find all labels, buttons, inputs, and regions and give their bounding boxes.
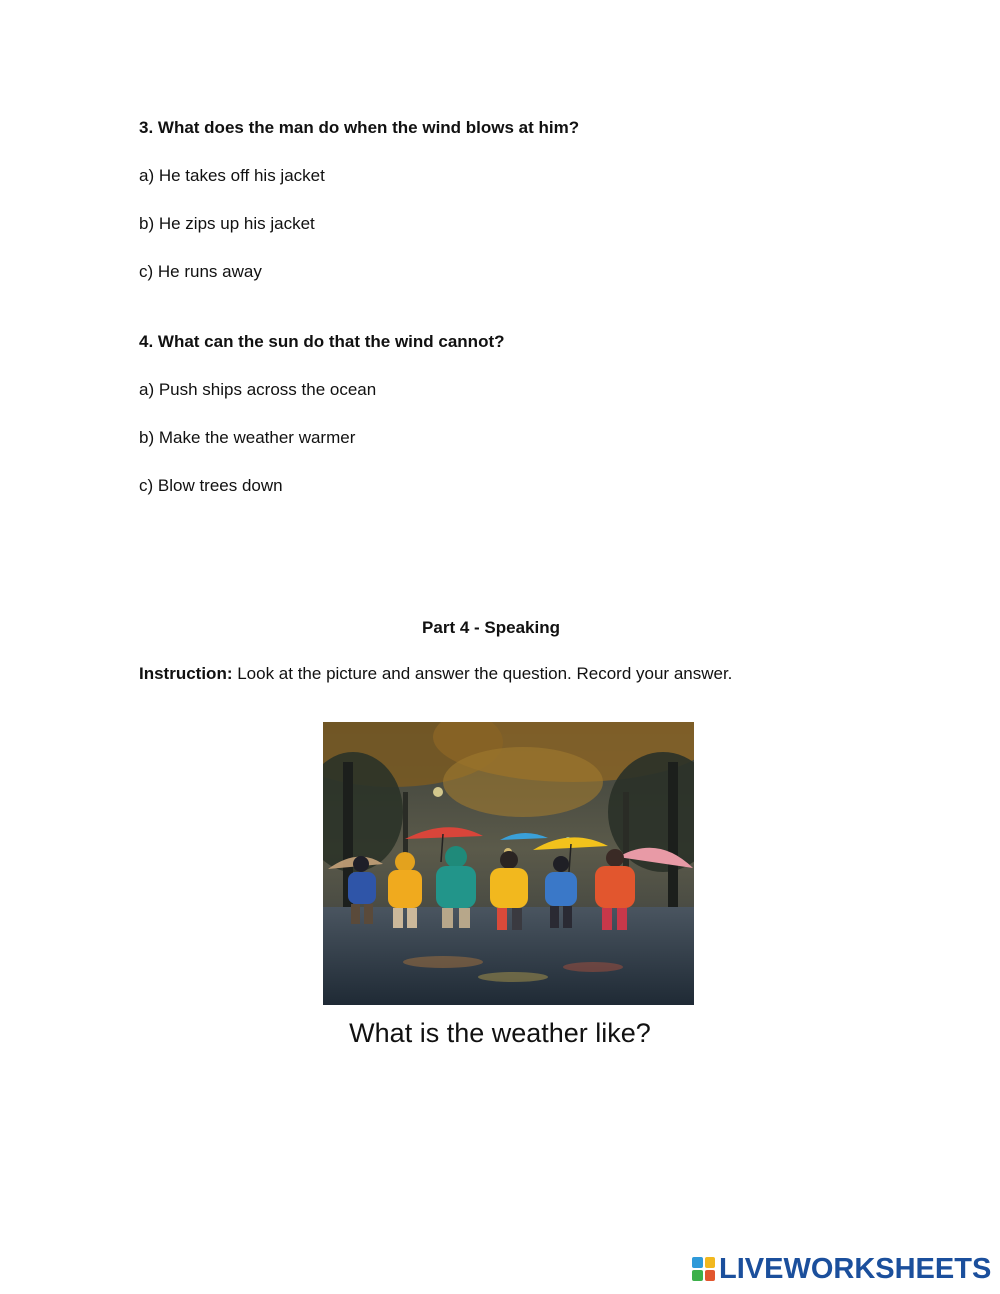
- part-4-heading: Part 4 - Speaking: [422, 618, 560, 637]
- question-3-option-c: c) He runs away: [139, 262, 262, 281]
- instruction: [139, 664, 732, 684]
- liveworksheets-logo: [692, 1254, 991, 1284]
- question-4-option-b: b) Make the weather warmer: [139, 428, 356, 447]
- rainy-day-children-photo: [323, 722, 694, 1005]
- liveworksheets-logo-icon: [692, 1257, 715, 1281]
- speaking-question-caption: What is the weather like?: [349, 1018, 651, 1048]
- question-4-title: 4. What can the sun do that the wind cannot?: [139, 332, 505, 351]
- question-3-option-b: b) He zips up his jacket: [139, 214, 315, 233]
- question-4-option-c: c) Blow trees down: [139, 476, 283, 495]
- question-3-option-a: a) He takes off his jacket: [139, 166, 325, 185]
- instruction-text: Look at the picture and answer the question. Record your answer.: [232, 664, 733, 683]
- question-3-title: 3. What does the man do when the wind blows at him?: [139, 118, 580, 137]
- liveworksheets-logo-text: LIVEWORKSHEETS: [719, 1252, 992, 1285]
- instruction-label: Instruction:: [139, 664, 233, 683]
- question-4-option-a: a) Push ships across the ocean: [139, 380, 377, 399]
